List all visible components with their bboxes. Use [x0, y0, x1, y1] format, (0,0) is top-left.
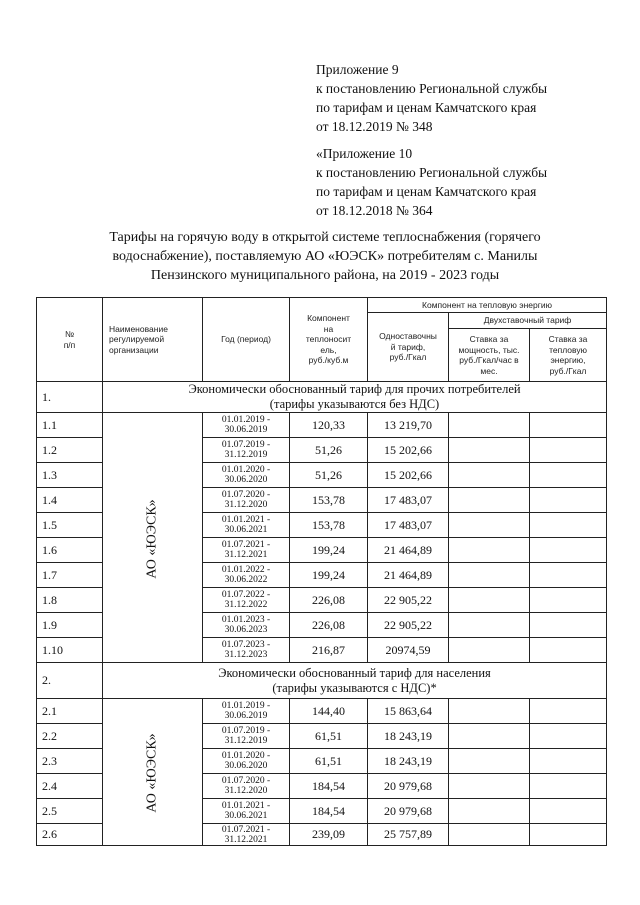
period-cell: 01.07.2020 - 31.12.2020 [203, 488, 290, 513]
power-rate-value [449, 413, 530, 438]
row-number: 1.4 [37, 488, 103, 513]
appendix-10-line: «Приложение 10 [316, 146, 413, 161]
carrier-value: 239,09 [290, 824, 368, 846]
single-rate-value: 15 863,64 [368, 699, 449, 724]
title-line: Пензинского муниципального района, на 2019 - 2023 годы [150, 268, 500, 283]
row-number: 2.4 [37, 774, 103, 799]
power-rate-value [449, 488, 530, 513]
power-rate-value [449, 724, 530, 749]
table-row [37, 699, 607, 724]
period-cell: 01.07.2020 - 31.12.2020 [203, 774, 290, 799]
row-number: 1.3 [37, 463, 103, 488]
row-number: 1.9 [37, 613, 103, 638]
heat-rate-value [530, 538, 607, 563]
section-title: Экономически обоснованный тариф для прочих потребителей (тарифы указываются без НДС) [103, 382, 607, 413]
heat-rate-value [530, 613, 607, 638]
period-cell: 01.01.2020 - 30.06.2020 [203, 463, 290, 488]
period-cell: 01.01.2019 - 30.06.2019 [203, 413, 290, 438]
heat-rate-value [530, 699, 607, 724]
single-rate-value: 17 483,07 [368, 513, 449, 538]
carrier-value: 51,26 [290, 438, 368, 463]
single-rate-value: 22 905,22 [368, 588, 449, 613]
heat-rate-value [530, 513, 607, 538]
power-rate-value [449, 438, 530, 463]
carrier-value: 199,24 [290, 563, 368, 588]
single-rate-value: 18 243,19 [368, 749, 449, 774]
period-cell: 01.07.2021 - 31.12.2021 [203, 824, 290, 846]
row-number: 1.8 [37, 588, 103, 613]
power-rate-value [449, 774, 530, 799]
header-organization: Наименование регулируемой организации [103, 298, 203, 382]
heat-rate-value [530, 638, 607, 663]
heat-rate-value [530, 563, 607, 588]
period-cell: 01.01.2021 - 30.06.2021 [203, 799, 290, 824]
heat-rate-value [530, 824, 607, 846]
carrier-value: 226,08 [290, 613, 368, 638]
period-cell: 01.01.2019 - 30.06.2019 [203, 699, 290, 724]
single-rate-value: 21 464,89 [368, 563, 449, 588]
single-rate-value: 22 905,22 [368, 613, 449, 638]
single-rate-value: 21 464,89 [368, 538, 449, 563]
period-cell: 01.07.2022 - 31.12.2022 [203, 588, 290, 613]
single-rate-value: 20 979,68 [368, 799, 449, 824]
heat-rate-value [530, 799, 607, 824]
carrier-value: 144,40 [290, 699, 368, 724]
single-rate-value: 25 757,89 [368, 824, 449, 846]
row-number: 1.1 [37, 413, 103, 438]
heat-rate-value [530, 413, 607, 438]
carrier-value: 51,26 [290, 463, 368, 488]
header-single-rate: Одноставочны й тариф, руб./Гкал [368, 313, 449, 382]
header-carrier-component: Компонент на теплоносит ель, руб./куб.м [290, 298, 368, 382]
row-number: 1.5 [37, 513, 103, 538]
single-rate-value: 20974,59 [368, 638, 449, 663]
period-cell: 01.01.2022 - 30.06.2022 [203, 563, 290, 588]
title-line: Тарифы на горячую воду в открытой системе теплоснабжения (горячего [109, 230, 541, 245]
heat-rate-value [530, 438, 607, 463]
carrier-value: 61,51 [290, 749, 368, 774]
power-rate-value [449, 463, 530, 488]
row-number: 1.6 [37, 538, 103, 563]
appendix-9-line: от 18.12.2019 № 348 [316, 119, 433, 134]
heat-rate-value [530, 588, 607, 613]
row-number: 2.1 [37, 699, 103, 724]
carrier-value: 226,08 [290, 588, 368, 613]
power-rate-value [449, 699, 530, 724]
organization-cell: АО «ЮЭСК» [103, 413, 203, 663]
carrier-value: 153,78 [290, 513, 368, 538]
organization-cell: АО «ЮЭСК» [103, 699, 203, 846]
section-title: Экономически обоснованный тариф для населения (тарифы указываются с НДС)* [103, 663, 607, 699]
period-cell: 01.01.2021 - 30.06.2021 [203, 513, 290, 538]
single-rate-value: 18 243,19 [368, 724, 449, 749]
carrier-value: 153,78 [290, 488, 368, 513]
header-energy-component: Компонент на тепловую энергию [368, 298, 607, 313]
period-cell: 01.07.2021 - 31.12.2021 [203, 538, 290, 563]
period-cell: 01.07.2019 - 31.12.2019 [203, 438, 290, 463]
appendix-9-line: к постановлению Региональной службы [316, 81, 548, 96]
period-cell: 01.01.2020 - 30.06.2020 [203, 749, 290, 774]
single-rate-value: 15 202,66 [368, 438, 449, 463]
carrier-value: 120,33 [290, 413, 368, 438]
heat-rate-value [530, 724, 607, 749]
single-rate-value: 17 483,07 [368, 488, 449, 513]
power-rate-value [449, 588, 530, 613]
header-period: Год (период) [203, 298, 290, 382]
document-title [60, 228, 590, 285]
table-row [37, 413, 607, 438]
single-rate-value: 15 202,66 [368, 463, 449, 488]
row-number: 2.2 [37, 724, 103, 749]
tariff-table [36, 297, 607, 846]
period-cell: 01.07.2023 - 31.12.2023 [203, 638, 290, 663]
power-rate-value [449, 638, 530, 663]
power-rate-value [449, 563, 530, 588]
row-number: 1.10 [37, 638, 103, 663]
appendix-10-line: к постановлению Региональной службы [316, 165, 548, 180]
appendix-9-block [316, 60, 616, 136]
power-rate-value [449, 538, 530, 563]
row-number: 2.5 [37, 799, 103, 824]
appendix-10-line: по тарифам и ценам Камчатского края [316, 184, 537, 199]
heat-rate-value [530, 488, 607, 513]
heat-rate-value [530, 463, 607, 488]
single-rate-value: 13 219,70 [368, 413, 449, 438]
period-cell: 01.01.2023 - 30.06.2023 [203, 613, 290, 638]
row-number: 1.7 [37, 563, 103, 588]
section-number: 2. [37, 663, 103, 699]
single-rate-value: 20 979,68 [368, 774, 449, 799]
section-number: 1. [37, 382, 103, 413]
period-cell: 01.07.2019 - 31.12.2019 [203, 724, 290, 749]
appendix-9-line: Приложение 9 [316, 62, 399, 77]
power-rate-value [449, 613, 530, 638]
heat-rate-value [530, 749, 607, 774]
carrier-value: 61,51 [290, 724, 368, 749]
header-two-rate: Двухставочный тариф [449, 313, 607, 329]
carrier-value: 184,54 [290, 799, 368, 824]
header-row [37, 298, 607, 313]
carrier-value: 199,24 [290, 538, 368, 563]
appendix-10-block [316, 144, 616, 220]
row-number: 1.2 [37, 438, 103, 463]
carrier-value: 184,54 [290, 774, 368, 799]
heat-rate-value [530, 774, 607, 799]
section-row [37, 663, 607, 699]
appendix-10-line: от 18.12.2018 № 364 [316, 203, 433, 218]
carrier-value: 216,87 [290, 638, 368, 663]
appendix-9-line: по тарифам и ценам Камчатского края [316, 100, 537, 115]
section-row [37, 382, 607, 413]
row-number: 2.6 [37, 824, 103, 846]
power-rate-value [449, 749, 530, 774]
header-num: № п/п [37, 298, 103, 382]
header-power-rate: Ставка за мощность, тыс. руб./Гкал/час в мес. [449, 329, 530, 382]
row-number: 2.3 [37, 749, 103, 774]
header-heat-rate: Ставка за тепловую энергию, руб./Гкал [530, 329, 607, 382]
power-rate-value [449, 799, 530, 824]
power-rate-value [449, 824, 530, 846]
title-line: водоснабжение), поставляемую АО «ЮЭСК» потребителям с. Манилы [112, 249, 538, 264]
power-rate-value [449, 513, 530, 538]
